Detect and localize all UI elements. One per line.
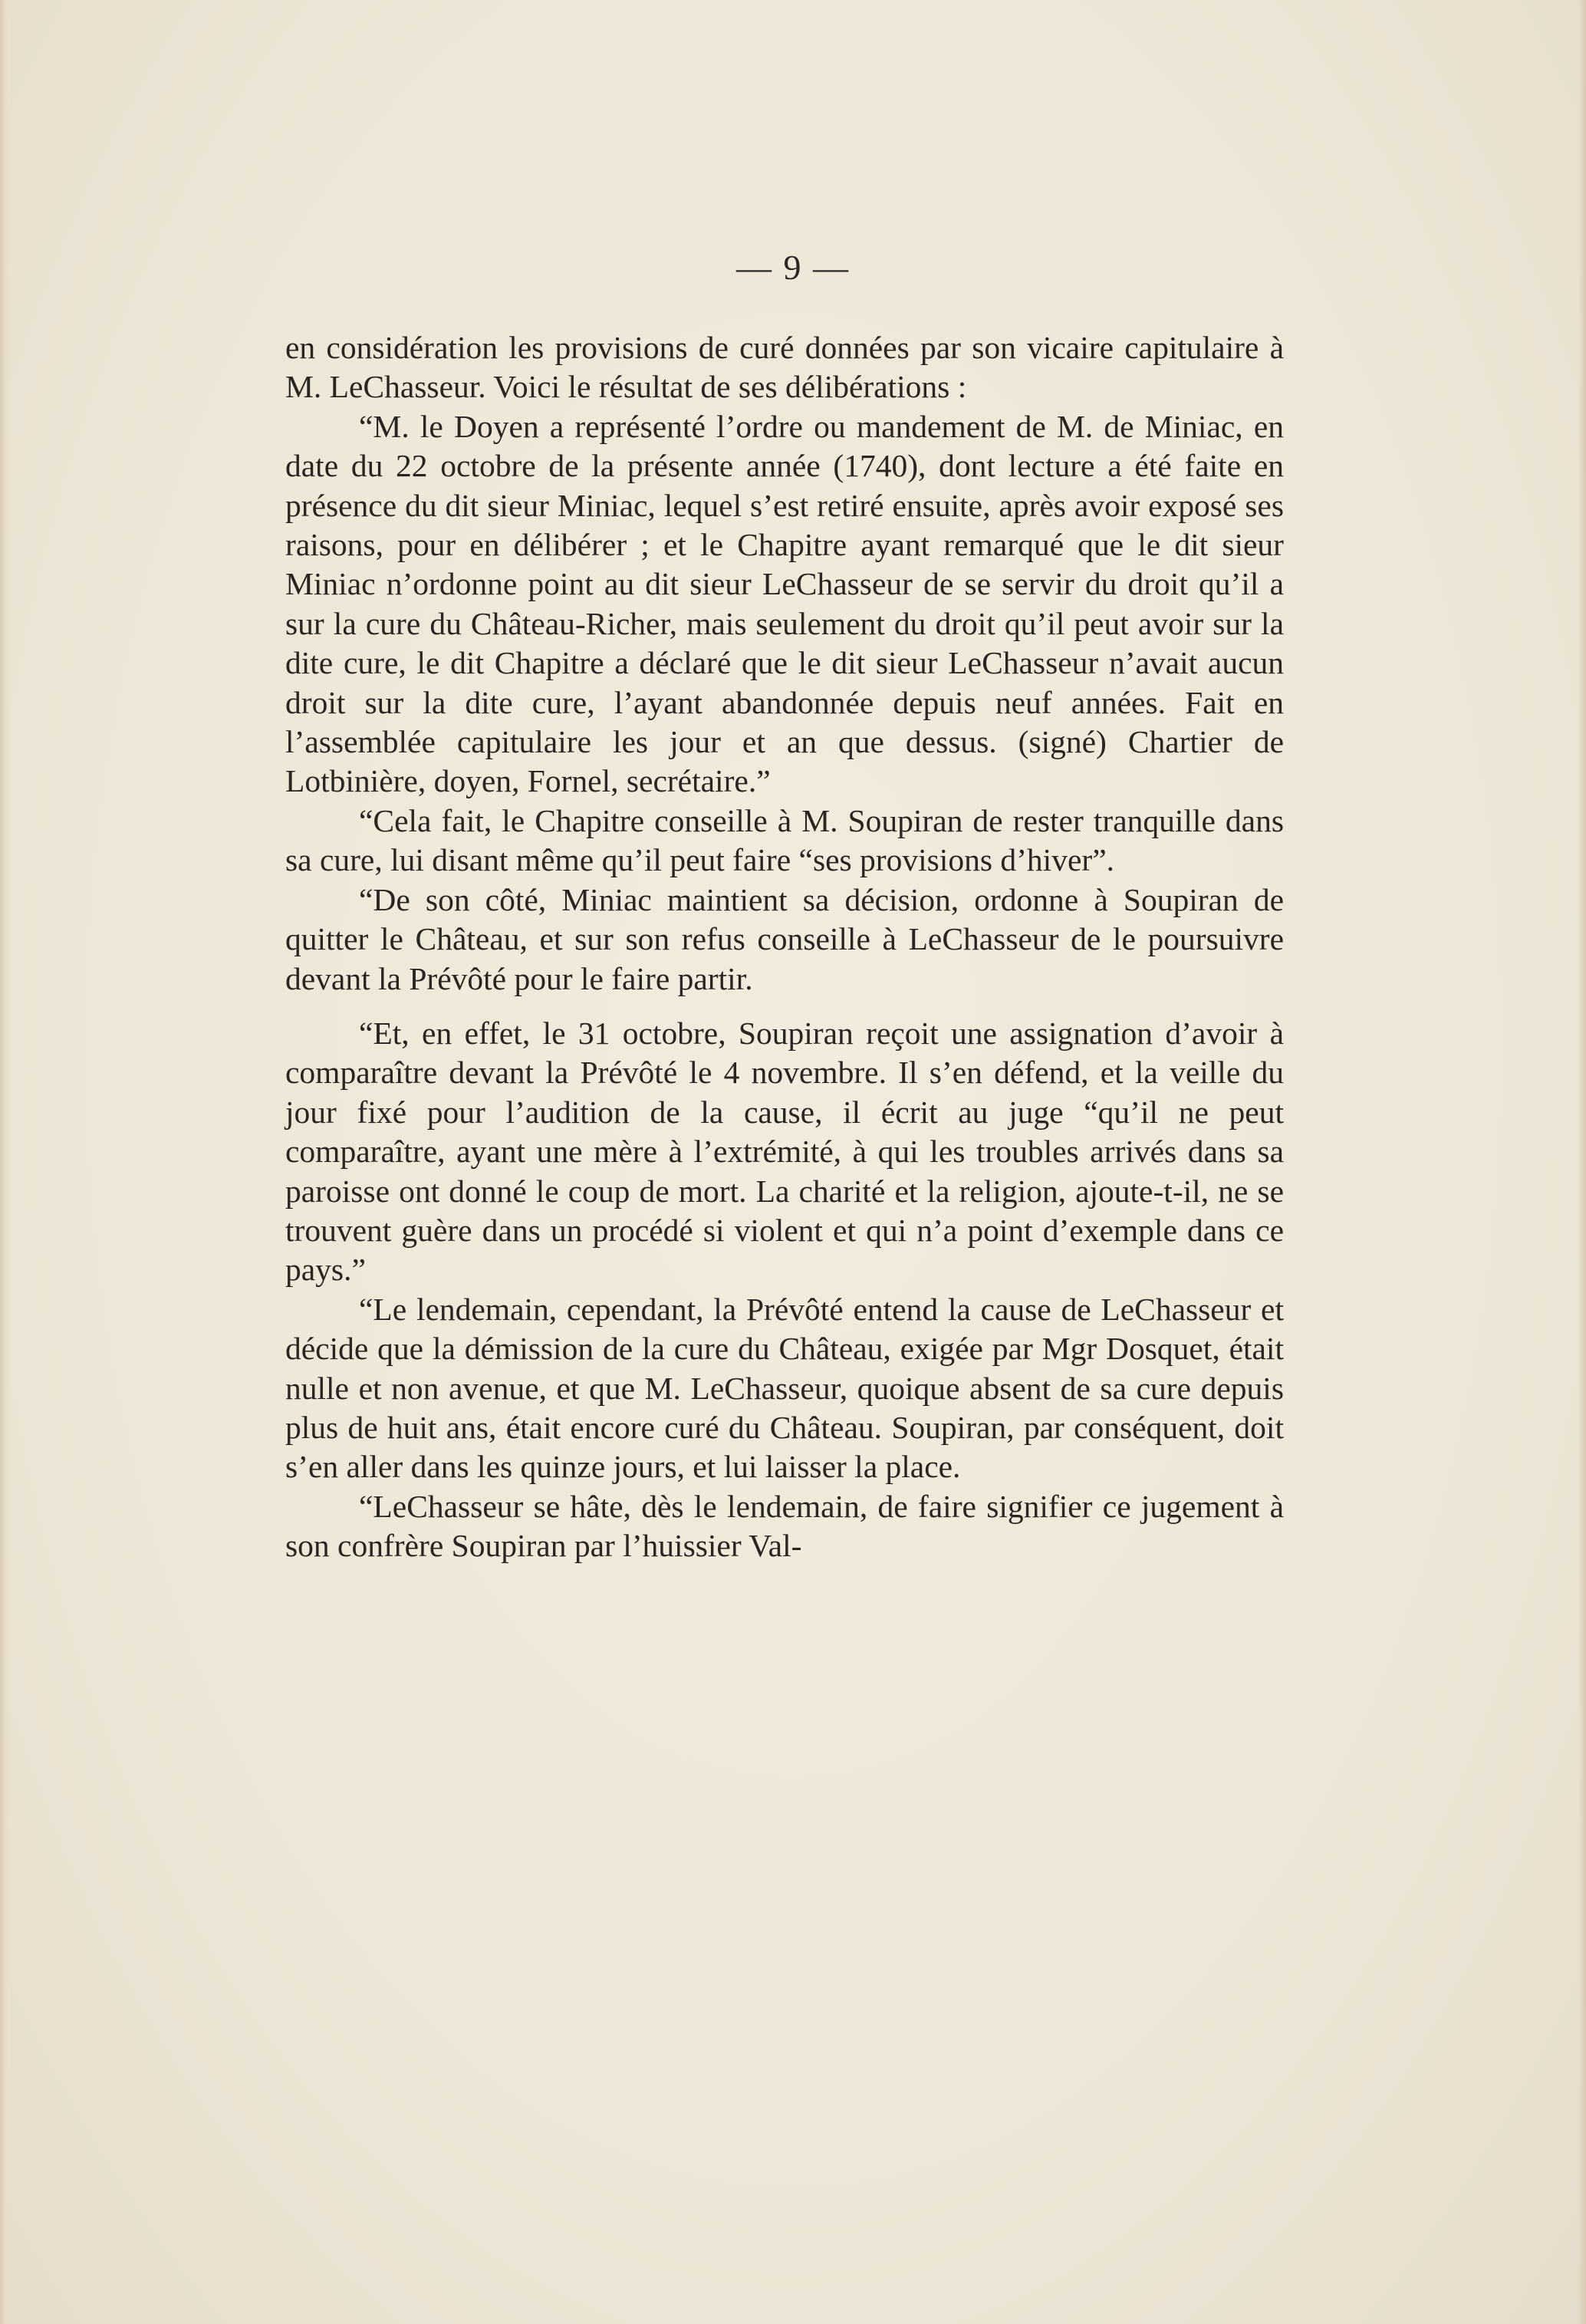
page-edge-shadow-left (0, 0, 11, 2324)
paragraph-1: en considération les provisions de curé données par son vicaire capitulaire à M. LeChasseur. Voici le résultat de ses délibérations : (285, 330, 1284, 405)
paragraph-4: “De son côté, Miniac maintient sa décision, ordonne à Soupiran de quitter le Château, et sur son refus conseille à LeChasseur de le poursuivre devant la Prévôté pour le faire partir. (285, 881, 1284, 996)
paragraph-5: “Et, en effet, le 31 octobre, Soupiran reçoit une assignation d’avoir à comparaître devant la Prévôté le 4 novembre. Il s’en défend, et la veille du jour fixé pour l’audition de la cause, il écrit au juge “qu’il ne peut comparaître, ayant une mère à l’extrémité, à qui les troubles arrivés dans sa paroisse ont donné le coup de mort. La charité et la religion, ajoute-t-il, ne se trouvent guère dans un procédé si violent et qui n’a point d’exemple dans ce pays.” (285, 1015, 1284, 1288)
paragraph-7: “LeChasseur se hâte, dès le lendemain, de faire signifier ce jugement à son confrère Soupiran par l’huissier Val- (285, 1488, 1284, 1564)
page-number: — 9 — (736, 248, 850, 287)
paragraph-6: “Le lendemain, cependant, la Prévôté entend la cause de LeChasseur et décide que la démission de la cure du Château, exigée par Mgr Dosquet, était nulle et non avenue, et que M. LeChasseur, quoique absent de sa cure depuis plus de huit ans, était encore curé du Château. Soupiran, par conséquent, doit s’en aller dans les quinze jours, et lui laisser la place. (285, 1291, 1284, 1485)
paragraph-2: “M. le Doyen a représenté l’ordre ou mandement de M. de Miniac, en date du 22 octobre de la présente année (1740), dont lecture a été faite en présence du dit sieur Miniac, lequel s’est retiré ensuite, après avoir exposé ses raisons, pour en délibérer ; et le Chapitre ayant remarqué que le dit sieur Miniac n’ordonne point au dit sieur LeChasseur de se servir du droit qu’il a sur la cure du Château-Richer, mais seulement du droit qu’il peut avoir sur la dite cure, le dit Chapitre a déclaré que le dit sieur LeChasseur n’avait aucun droit sur la dite cure, l’ayant abandonnée depuis neuf années. Fait en l’assemblée capitulaire les jour et an que dessus. (signé) Chartier de Lotbinière, doyen, Fornel, secrétaire.” (285, 408, 1284, 799)
page-edge-shadow-right (1578, 0, 1586, 2324)
paragraph-3: “Cela fait, le Chapitre conseille à M. Soupiran de rester tranquille dans sa cure, lui disant même qu’il peut faire “ses provisions d’hiver”. (285, 802, 1284, 878)
body-text (285, 328, 1284, 1566)
